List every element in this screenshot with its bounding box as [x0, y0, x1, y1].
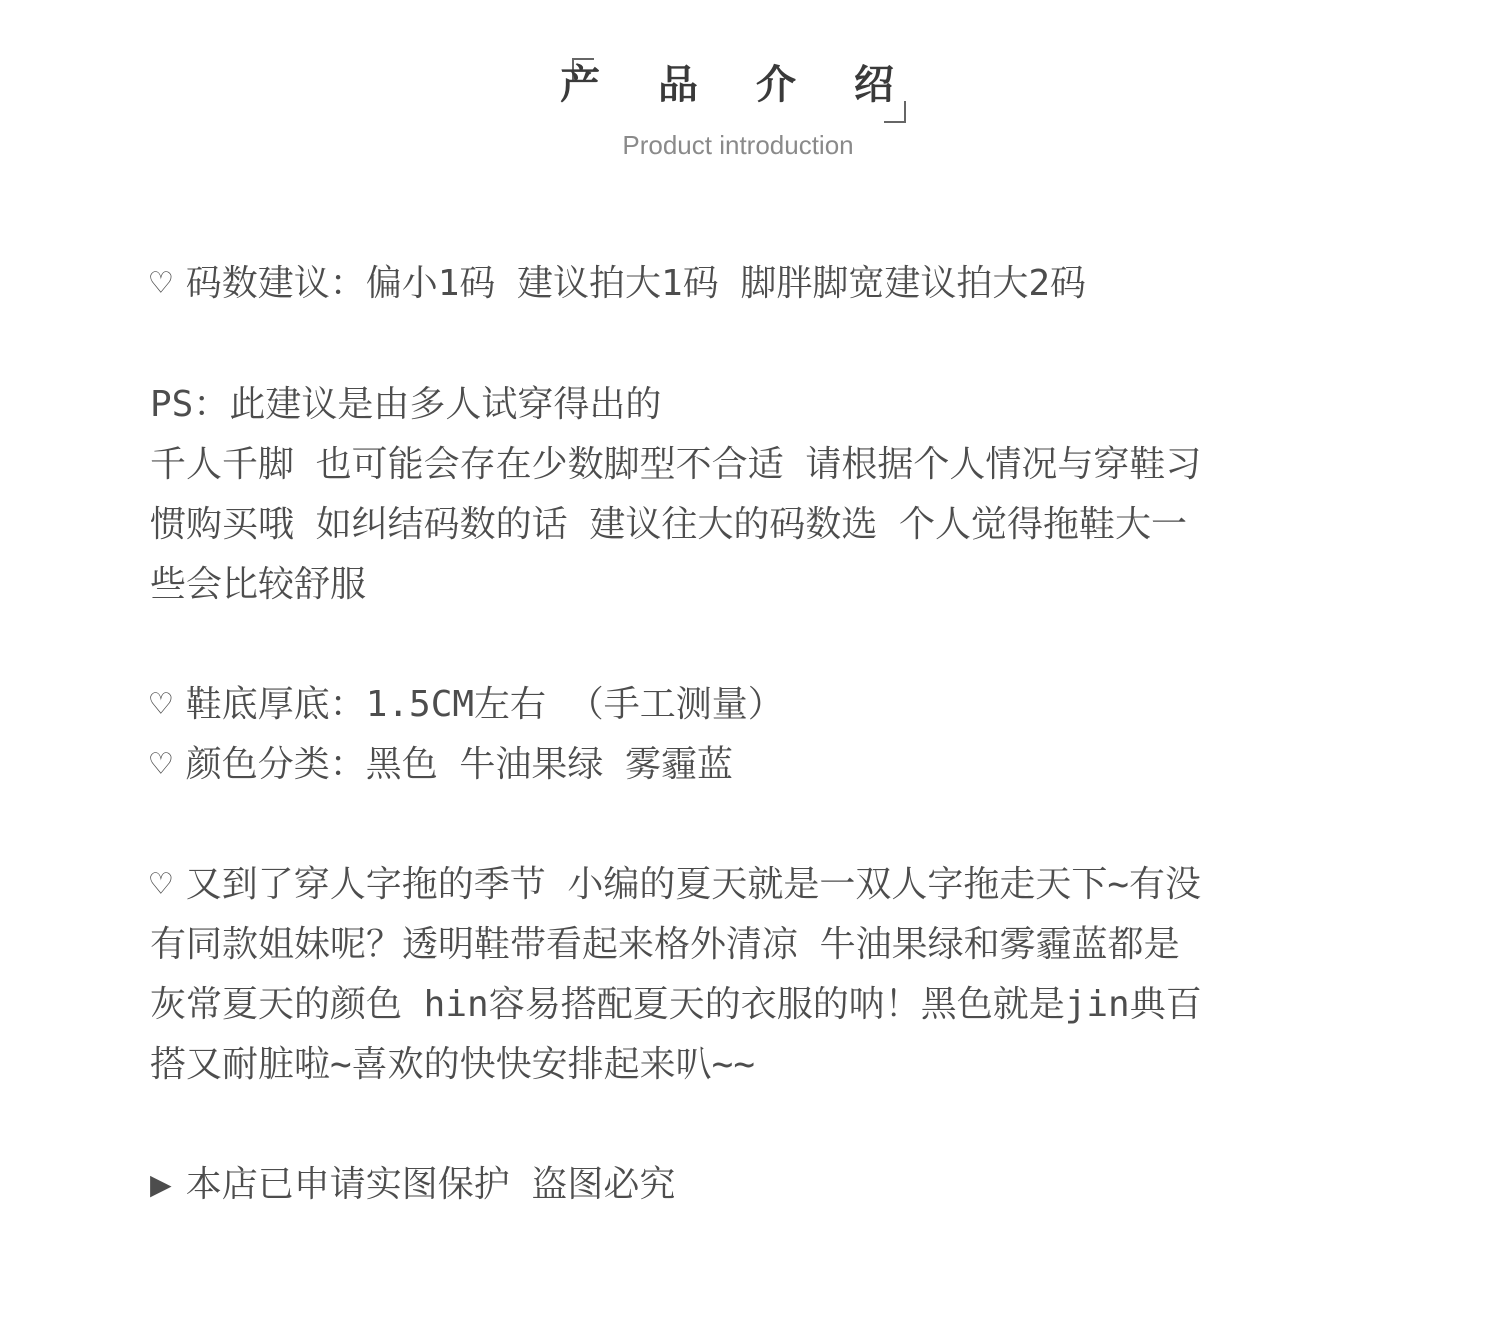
corner-bracket-right [884, 101, 906, 123]
heart-icon: ♡ [150, 744, 172, 785]
fit-note-line: 些会比较舒服 [150, 564, 367, 605]
heart-icon: ♡ [150, 684, 172, 725]
page-subtitle: Product introduction [622, 130, 854, 160]
color-options-text: 颜色分类：黑色 牛油果绿 雾霾蓝 [185, 744, 734, 785]
sole-thickness-text: 鞋底厚底：1.5CM左右 （手工测量） [185, 684, 784, 725]
description-line: 有同款姐妹呢？透明鞋带看起来格外清凉 牛油果绿和雾霾蓝都是 [150, 924, 1180, 965]
color-options-line [150, 743, 733, 787]
sole-thickness-line [150, 683, 784, 727]
page-title: 产 品 介 绍 [560, 62, 916, 108]
size-advice-line [150, 262, 1086, 306]
fit-note-line: PS：此建议是由多人试穿得出的 [150, 384, 662, 425]
play-triangle-icon: ▶ [150, 1164, 172, 1205]
protection-line [150, 1163, 675, 1207]
heart-icon: ♡ [150, 864, 172, 905]
fit-note-line: 千人千脚 也可能会存在少数脚型不合适 请根据个人情况与穿鞋习 [150, 444, 1202, 485]
description-line [150, 863, 1201, 907]
heart-icon: ♡ [150, 263, 172, 304]
description-line: 灰常夏天的颜色 hin容易搭配夏天的衣服的呐！黑色就是jin典百 [150, 984, 1202, 1025]
description-text: 又到了穿人字拖的季节 小编的夏天就是一双人字拖走天下~有没 [185, 864, 1202, 905]
description-line: 搭又耐脏啦~喜欢的快快安排起来叭~~ [150, 1044, 756, 1085]
size-advice-text: 码数建议：偏小1码 建议拍大1码 脚胖脚宽建议拍大2码 [185, 263, 1087, 304]
protection-text: 本店已申请实图保护 盗图必究 [185, 1164, 676, 1205]
fit-note-line: 惯购买哦 如纠结码数的话 建议往大的码数选 个人觉得拖鞋大一 [150, 504, 1188, 545]
